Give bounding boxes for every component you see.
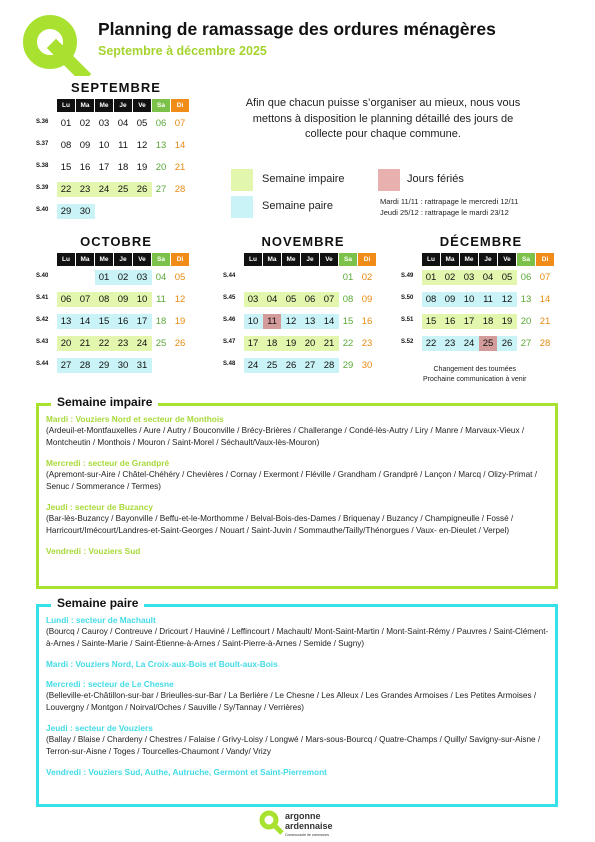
calendar-day: 09 [117, 294, 129, 305]
calendar-october [36, 234, 196, 384]
calendar-day: 02 [361, 272, 373, 283]
calendar-day: 09 [444, 294, 456, 305]
schedule-heading: Mardi : Vouziers Nord et secteur de Monthois [46, 414, 224, 424]
calendar-day: 08 [425, 294, 437, 305]
calendar-day: 20 [304, 338, 316, 349]
week-number: S.39 [36, 185, 49, 191]
calendar-day: 11 [483, 294, 493, 305]
schedule-communes: (Bourcq / Cauroy / Contreuve / Dricourt / Hauviné / Leffincourt / Machault/ Mont-Saint-Martin / Mont-Saint-Rémy / Pauvres / Saint-Clément-à-Arnes / Sainte-Marie / Saint-Étienne-à-Arnes / Saint-Pierre-à-Arnes / Semide / Sugny) [46, 627, 549, 648]
calendar-day: 10 [247, 316, 259, 327]
footer-logo-line1: argonne [285, 811, 321, 821]
calendar-day: 16 [361, 316, 373, 327]
calendar-day: 17 [98, 162, 110, 173]
december-note-line: Prochaine communication à venir [423, 375, 527, 383]
legend-odd-swatch [231, 169, 253, 191]
calendar-day: 10 [463, 294, 475, 305]
week-number: S.49 [401, 273, 414, 279]
week-number: S.36 [36, 119, 49, 125]
even-week-box [36, 596, 558, 807]
even-week-title: Semaine paire [51, 596, 144, 610]
calendar-day: 15 [342, 316, 354, 327]
week-row [36, 358, 196, 373]
calendar-day: 17 [247, 338, 259, 349]
calendar-day: 23 [444, 338, 456, 349]
day-header-row [57, 253, 190, 266]
calendar-day: 24 [463, 338, 475, 349]
calendar-day: 12 [501, 294, 513, 305]
day-header: Ve [498, 253, 516, 266]
page-subtitle: Septembre à décembre 2025 [98, 44, 267, 58]
day-header: Me [95, 253, 113, 266]
calendar-day: 10 [98, 140, 110, 151]
schedule-communes: (Ardeuil-et-Montfauxelles / Aure / Autry / Bouconville / Brécy-Brières / Challerange / Condé-lès-Autry / Liry / Manre / Marvaux-Vieux / Montcheutin / Monthois / Mouron / Saint-Morel / Séchault/Vaux-lès-Mouron) [46, 426, 525, 447]
week-row [36, 270, 196, 285]
calendar-day: 23 [79, 184, 91, 195]
calendar-day: 05 [501, 272, 513, 283]
argonne-ardennaise-logo [258, 808, 348, 840]
week-number: S.48 [223, 361, 236, 367]
calendar-day: 08 [98, 294, 110, 305]
week-number: S.41 [36, 295, 49, 301]
month-title: NOVEMBRE [261, 234, 345, 249]
legend-holiday-label: Jours fériés [407, 173, 464, 185]
calendar-day: 05 [174, 272, 186, 283]
week-row [36, 160, 196, 175]
week-row [36, 336, 196, 351]
week-number: S.37 [36, 141, 49, 147]
calendar-day: 28 [539, 338, 551, 349]
calendar-day: 06 [60, 294, 72, 305]
schedule-section [46, 502, 549, 537]
week-number: S.46 [223, 317, 236, 323]
legend-even-label: Semaine paire [262, 200, 333, 212]
day-header-row [422, 253, 555, 266]
calendar-day: 27 [155, 184, 167, 195]
week-number: S.45 [223, 295, 236, 301]
calendar-day: 18 [155, 316, 167, 327]
day-header: Ma [441, 253, 459, 266]
calendar-day: 12 [174, 294, 186, 305]
calendar-day: 15 [60, 162, 72, 173]
schedule-section [46, 679, 549, 714]
day-header: Ma [76, 99, 94, 112]
week-row [223, 314, 383, 329]
day-header: Sa [152, 253, 170, 266]
calendar-day: 29 [342, 360, 354, 371]
odd-week-box [36, 395, 558, 589]
week-row [401, 314, 561, 329]
week-number: S.51 [401, 317, 414, 323]
calendar-day: 28 [79, 360, 91, 371]
calendar-day: 05 [136, 118, 148, 129]
footer-logo-line2: ardennaise [285, 821, 333, 831]
day-header: Me [95, 99, 113, 112]
intro-text: Afin que chacun puisse s’organiser au mieux, nous vous mettons à disposition le planning détaillé des jours de collecte pour chaque commune. [245, 97, 521, 140]
day-header: Je [114, 99, 132, 112]
calendar-day: 24 [136, 338, 148, 349]
calendar-day: 01 [98, 272, 110, 283]
calendar-day: 11 [156, 294, 166, 305]
calendar-day: 01 [342, 272, 354, 283]
calendar-day: 06 [304, 294, 316, 305]
calendar-day: 07 [79, 294, 91, 305]
calendar-day: 27 [304, 360, 316, 371]
day-header: Di [171, 99, 189, 112]
schedule-heading: Mercredi : secteur de Grandpré [46, 458, 170, 468]
calendar-day: 18 [117, 162, 129, 173]
schedule-heading: Lundi : secteur de Machault [46, 615, 156, 625]
calendar-day: 30 [361, 360, 373, 371]
calendar-day: 23 [117, 338, 129, 349]
schedule-section [46, 723, 549, 758]
day-header: Di [358, 253, 376, 266]
calendar-day: 14 [174, 140, 186, 151]
schedule-communes: (Ballay / Blaise / Chardeny / Chestres / Falaise / Grivy-Loisy / Longwé / Mars-sous-Bourcq / Quatre-Champs / Quilly/ Savigny-sur-Aisne / Terron-sur-Aisne / Toges / Tourcelles-Chaumont / Vandy/ Vrizy [46, 735, 541, 756]
calendar-day: 19 [285, 338, 297, 349]
week-number: S.50 [401, 295, 414, 301]
day-header: Lu [57, 253, 75, 266]
week-number: S.44 [223, 273, 236, 279]
week-number: S.47 [223, 339, 236, 345]
schedule-communes: (Belleville-et-Châtillon-sur-bar / Brieulles-sur-Bar / La Berlière / Le Chesne / Les Alleux / Les Grandes Armoises / Les Petites Armoises / Louvergny / Montgon / Noirval/Oches / Sauville / Sy/Tannay / Verrières) [46, 691, 537, 712]
calendar-day: 19 [501, 316, 513, 327]
week-row [36, 182, 196, 197]
week-number: S.43 [36, 339, 49, 345]
week-number: S.42 [36, 317, 49, 323]
week-row [401, 270, 561, 285]
calendar-day: 20 [520, 316, 532, 327]
day-header: Ve [133, 253, 151, 266]
calendar-day: 25 [117, 184, 129, 195]
calendar-day: 15 [98, 316, 110, 327]
calendar-day: 03 [136, 272, 148, 283]
week-number: S.52 [401, 339, 414, 345]
calendar-day: 19 [136, 162, 148, 173]
calendar-day: 03 [247, 294, 259, 305]
holiday-notes [380, 196, 518, 218]
calendar-day: 07 [539, 272, 551, 283]
week-row [401, 336, 561, 351]
calendar-december [401, 234, 561, 384]
schedule-heading: Jeudi : secteur de Vouziers [46, 723, 153, 733]
calendar-day: 16 [117, 316, 129, 327]
holiday-day: 25 [479, 336, 497, 351]
calendar-day: 21 [174, 162, 186, 173]
calendar-day: 07 [323, 294, 335, 305]
calendar-day: 06 [520, 272, 532, 283]
week-row [36, 204, 196, 219]
schedule-section [46, 767, 549, 778]
calendar-day: 26 [136, 184, 148, 195]
calendar-day: 06 [155, 118, 167, 129]
calendar-day: 07 [174, 118, 186, 129]
calendar-day: 22 [98, 338, 110, 349]
calendar-day: 21 [323, 338, 335, 349]
day-header: Je [301, 253, 319, 266]
calendar-day: 24 [247, 360, 259, 371]
day-header: Ve [133, 99, 151, 112]
day-header: Sa [517, 253, 535, 266]
day-header: Lu [244, 253, 262, 266]
calendar-day: 04 [266, 294, 278, 305]
calendar-day: 20 [60, 338, 72, 349]
calendar-day: 27 [520, 338, 532, 349]
december-note-line: Changement des tournées [433, 366, 516, 373]
calendar-day: 13 [520, 294, 532, 305]
calendar-day: 26 [285, 360, 297, 371]
schedule-section [46, 615, 549, 650]
week-number: S.40 [36, 273, 49, 279]
week-row [223, 358, 383, 373]
page-title: Planning de ramassage des ordures ménagères [98, 19, 496, 39]
schedule-section [46, 659, 549, 670]
day-header: Sa [152, 99, 170, 112]
calendar-day: 02 [444, 272, 456, 283]
calendar-day: 12 [136, 140, 148, 151]
calendar-day: 01 [60, 118, 72, 129]
calendar-day: 26 [501, 338, 513, 349]
calendar-day: 22 [60, 184, 72, 195]
calendar-day: 13 [60, 316, 72, 327]
argonne-logo [20, 12, 92, 76]
calendar-day: 28 [323, 360, 335, 371]
day-header: Ma [76, 253, 94, 266]
calendar-day: 17 [136, 316, 148, 327]
day-header: Je [479, 253, 497, 266]
week-number: S.44 [36, 361, 49, 367]
day-header: Me [282, 253, 300, 266]
schedule-heading: Mercredi : secteur de Le Chesne [46, 679, 174, 689]
calendar-day: 09 [79, 140, 91, 151]
holiday-day: 11 [263, 314, 281, 329]
day-header: Lu [57, 99, 75, 112]
calendar-day: 30 [117, 360, 129, 371]
week-row [223, 292, 383, 307]
calendar-day: 02 [79, 118, 91, 129]
calendar-day: 19 [174, 316, 186, 327]
week-row [223, 270, 383, 285]
calendar-day: 15 [425, 316, 437, 327]
calendar-day: 01 [425, 272, 437, 283]
calendar-day: 04 [482, 272, 494, 283]
calendar-day: 18 [482, 316, 494, 327]
calendar-day: 14 [323, 316, 335, 327]
calendar-day: 26 [174, 338, 186, 349]
calendar-day: 21 [79, 338, 91, 349]
week-number: S.38 [36, 163, 49, 169]
calendar-day: 16 [79, 162, 91, 173]
legend-odd-label: Semaine impaire [262, 173, 345, 185]
week-row [36, 116, 196, 131]
schedule-heading: Vendredi : Vouziers Sud, Authe, Autruche, Germont et Saint-Pierremont [46, 767, 327, 777]
calendar-day: 22 [342, 338, 354, 349]
day-header-row [244, 253, 377, 266]
day-header-row [57, 99, 190, 112]
calendar-day: 04 [155, 272, 167, 283]
calendar-day: 13 [155, 140, 167, 151]
schedule-section [46, 414, 549, 449]
calendar-day: 17 [463, 316, 475, 327]
odd-week-title: Semaine impaire [51, 395, 158, 409]
week-row [223, 336, 383, 351]
calendar-day: 03 [463, 272, 475, 283]
week-row [36, 138, 196, 153]
calendar-day: 28 [174, 184, 186, 195]
week-row [36, 292, 196, 307]
calendar-september [36, 80, 196, 230]
calendar-november [223, 234, 383, 384]
legend-holiday-swatch [378, 169, 400, 191]
week-row [36, 314, 196, 329]
calendar-day: 14 [539, 294, 551, 305]
holiday-note: Mardi 11/11 : rattrapage le mercredi 12/11 [380, 197, 519, 206]
month-title: SEPTEMBRE [71, 80, 161, 95]
day-header: Ma [263, 253, 281, 266]
calendar-day: 25 [155, 338, 167, 349]
schedule-heading: Vendredi : Vouziers Sud [46, 546, 141, 556]
day-header: Di [536, 253, 554, 266]
calendar-day: 30 [79, 206, 91, 217]
calendar-day: 05 [285, 294, 297, 305]
schedule-heading: Jeudi : secteur de Buzancy [46, 502, 153, 512]
schedule-heading: Mardi : Vouziers Nord, La Croix-aux-Bois et Boult-aux-Bois [46, 659, 278, 669]
week-number: S.40 [36, 207, 49, 213]
calendar-day: 03 [98, 118, 110, 129]
month-title: OCTOBRE [80, 234, 152, 249]
holiday-note: Jeudi 25/12 : rattrapage le mardi 23/12 [380, 208, 509, 217]
calendar-day: 29 [60, 206, 72, 217]
calendar-day: 21 [539, 316, 551, 327]
calendar-day: 11 [118, 140, 128, 151]
calendar-day: 31 [136, 360, 148, 371]
calendar-day: 27 [60, 360, 72, 371]
footer-logo-line3: Communauté de communes [285, 833, 329, 837]
day-header: Di [171, 253, 189, 266]
calendar-day: 13 [304, 316, 316, 327]
schedule-section [46, 458, 549, 493]
calendar-day: 02 [117, 272, 129, 283]
calendar-day: 25 [266, 360, 278, 371]
day-header: Ve [320, 253, 338, 266]
calendar-day: 10 [136, 294, 148, 305]
calendar-day: 23 [361, 338, 373, 349]
calendar-day: 22 [425, 338, 437, 349]
calendar-day: 09 [361, 294, 373, 305]
day-header: Sa [339, 253, 357, 266]
calendar-day: 20 [155, 162, 167, 173]
month-title: DÉCEMBRE [439, 234, 523, 249]
calendar-day: 29 [98, 360, 110, 371]
calendar-day: 08 [60, 140, 72, 151]
calendar-day: 12 [285, 316, 297, 327]
calendar-day: 08 [342, 294, 354, 305]
schedule-communes: (Apremont-sur-Aire / Châtel-Chéhéry / Chevières / Cornay / Exermont / Fléville / Grandham / Grandpré / Lançon / Marcq / Olizy-Primat / Senuc / Sommerance / Termes) [46, 470, 537, 491]
legend-even-swatch [231, 196, 253, 218]
day-header: Lu [422, 253, 440, 266]
week-row [401, 292, 561, 307]
december-note [423, 365, 527, 384]
calendar-day: 18 [266, 338, 278, 349]
calendar-day: 04 [117, 118, 129, 129]
calendar-day: 16 [444, 316, 456, 327]
calendar-day: 24 [98, 184, 110, 195]
day-header: Me [460, 253, 478, 266]
schedule-section [46, 546, 549, 557]
day-header: Je [114, 253, 132, 266]
schedule-communes: (Bar-lès-Buzancy / Bayonville / Beffu-et-le-Morthomme / Belval-Bois-des-Dames / Briquenay / Buzancy / Champigneulle / Fossé / Harricourt/Imécourt/Landres-et-Saint-Georges / Nouart / Saint-Juvin / Sommauthe/Tailly/Thénorgues / Vaux- en-Dieulet / Verpel) [46, 514, 514, 535]
calendar-day: 14 [79, 316, 91, 327]
